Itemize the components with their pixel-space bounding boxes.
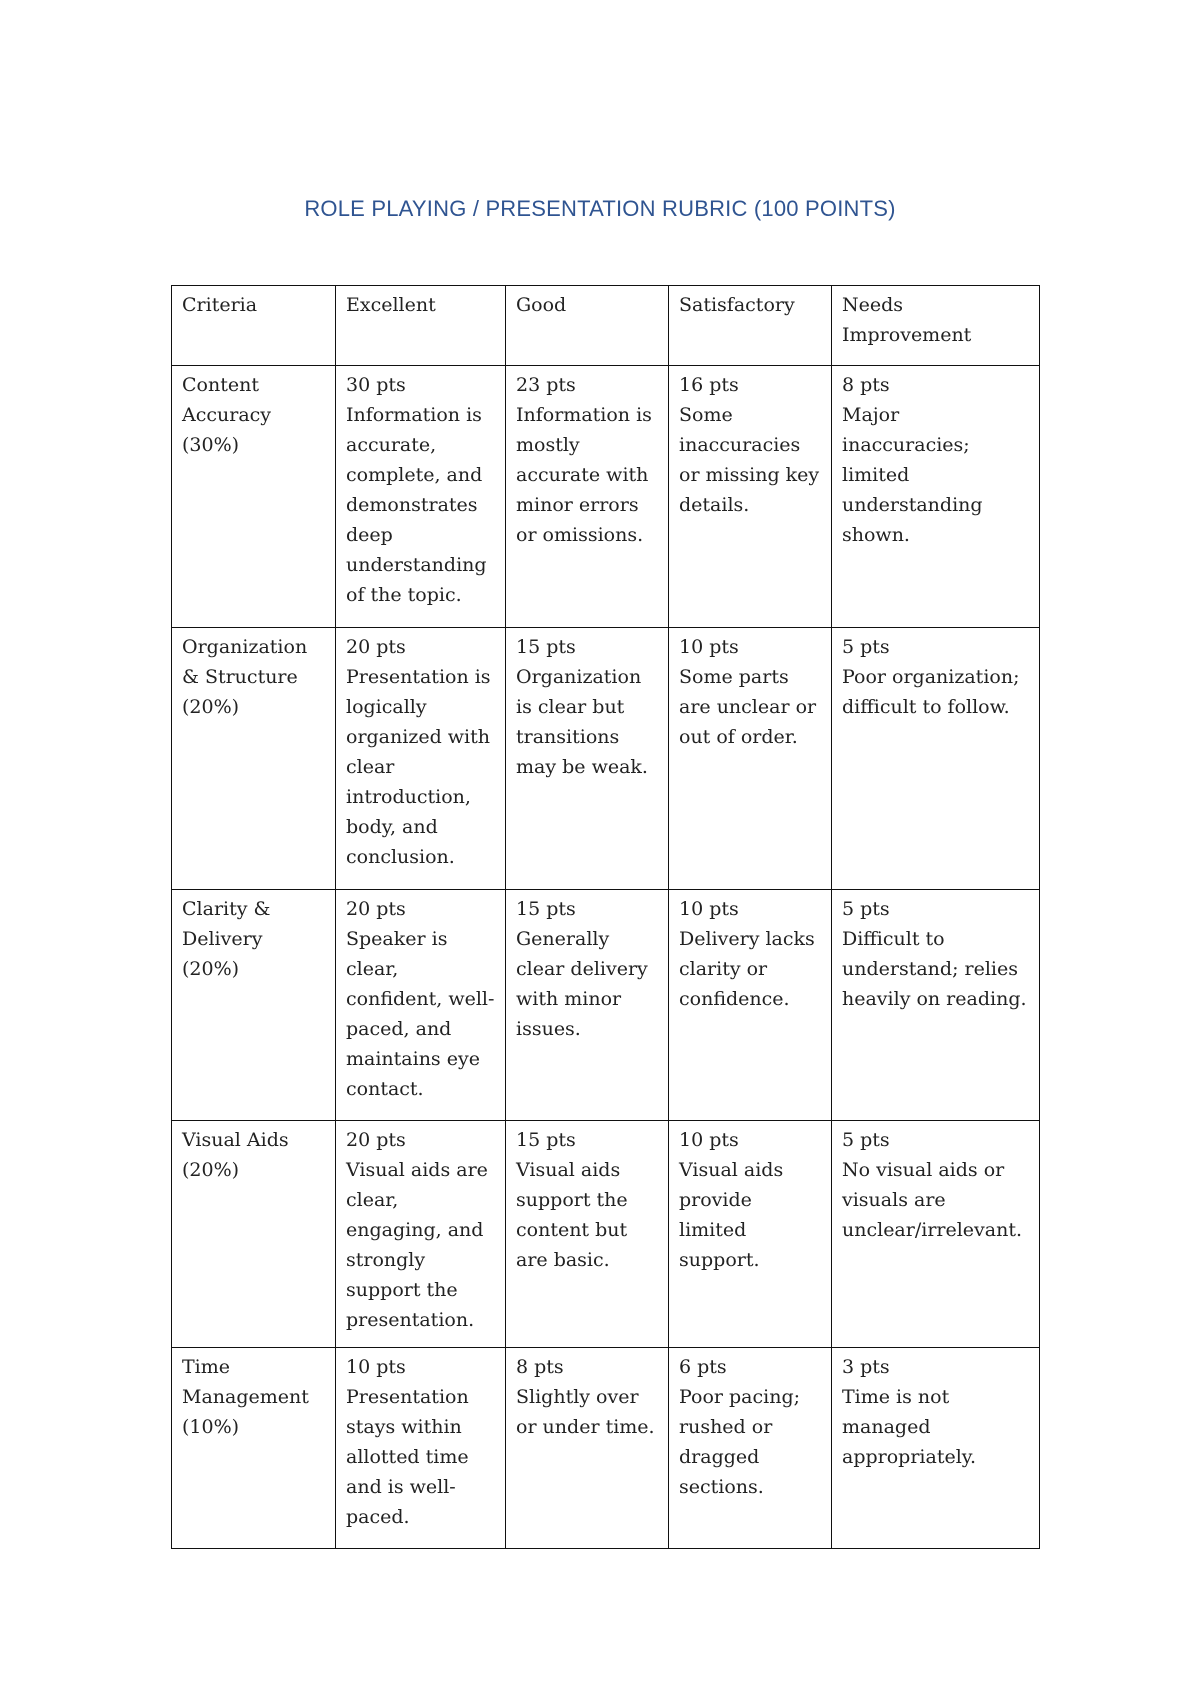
score-cell [506, 628, 669, 890]
header-satisfactory: Satisfactory [669, 286, 832, 366]
criteria-cell: Time Management (10%) [172, 1348, 336, 1549]
description: Time is not managed appropriately. [842, 1386, 977, 1468]
description: Major inaccuracies; limited understanding shown. [842, 404, 983, 546]
points-label: 10 pts [679, 1129, 739, 1151]
header-needs-improvement: Needs Improvement [832, 286, 1040, 366]
score-cell [506, 890, 669, 1121]
score-cell [832, 628, 1040, 890]
table-row [172, 890, 1040, 1121]
page-title: ROLE PLAYING / PRESENTATION RUBRIC (100 POINTS) [304, 196, 896, 221]
score-cell [832, 366, 1040, 628]
description: Information is accurate, complete, and demonstrates deep understanding of the topic. [346, 404, 487, 606]
description: Speaker is clear, confident, well-paced, and maintains eye contact. [346, 928, 495, 1100]
header-criteria: Criteria [172, 286, 336, 366]
description: Some parts are unclear or out of order. [679, 666, 817, 748]
description: Delivery lacks clarity or confidence. [679, 928, 815, 1010]
score-cell [669, 1348, 832, 1549]
description: Poor organization; difficult to follow. [842, 666, 1020, 718]
table-row [172, 628, 1040, 890]
points-label: 15 pts [516, 636, 576, 658]
points-label: 5 pts [842, 636, 890, 658]
points-label: 8 pts [842, 374, 890, 396]
points-label: 30 pts [346, 374, 406, 396]
description: Visual aids support the content but are basic. [516, 1159, 628, 1271]
points-label: 3 pts [842, 1356, 890, 1378]
score-cell [506, 1348, 669, 1549]
score-cell [336, 1348, 506, 1549]
points-label: 15 pts [516, 898, 576, 920]
description: Visual aids provide limited support. [679, 1159, 784, 1271]
score-cell [669, 628, 832, 890]
score-cell [832, 1348, 1040, 1549]
criteria-cell: Visual Aids (20%) [172, 1121, 336, 1348]
score-cell [832, 890, 1040, 1121]
score-cell [336, 1121, 506, 1348]
score-cell [336, 628, 506, 890]
score-cell [669, 1121, 832, 1348]
points-label: 10 pts [679, 636, 739, 658]
description: Presentation is logically organized with clear introduction, body, and conclusion. [346, 666, 491, 868]
description: Some inaccuracies or missing key details. [679, 404, 820, 516]
description: Poor pacing; rushed or dragged sections. [679, 1386, 801, 1498]
header-row [172, 286, 1040, 366]
points-label: 15 pts [516, 1129, 576, 1151]
header-good: Good [506, 286, 669, 366]
points-label: 20 pts [346, 1129, 406, 1151]
table-row [172, 366, 1040, 628]
table-row [172, 1121, 1040, 1348]
description: Information is mostly accurate with minor errors or omissions. [516, 404, 652, 546]
points-label: 5 pts [842, 1129, 890, 1151]
description: Organization is clear but transitions may be weak. [516, 666, 648, 778]
rubric-table [171, 285, 1040, 1549]
score-cell [669, 890, 832, 1121]
points-label: 20 pts [346, 898, 406, 920]
points-label: 23 pts [516, 374, 576, 396]
description: Slightly over or under time. [516, 1386, 655, 1438]
criteria-cell: Clarity & Delivery (20%) [172, 890, 336, 1121]
criteria-cell: Content Accuracy (30%) [172, 366, 336, 628]
description: Presentation stays within allotted time and is well-paced. [346, 1386, 469, 1528]
description: No visual aids or visuals are unclear/irrelevant. [842, 1159, 1023, 1241]
table-row [172, 1348, 1040, 1549]
points-label: 20 pts [346, 636, 406, 658]
score-cell [832, 1121, 1040, 1348]
description: Generally clear delivery with minor issues. [516, 928, 648, 1040]
criteria-cell: Organization & Structure (20%) [172, 628, 336, 890]
points-label: 5 pts [842, 898, 890, 920]
header-excellent: Excellent [336, 286, 506, 366]
description: Difficult to understand; relies heavily on reading. [842, 928, 1027, 1010]
points-label: 8 pts [516, 1356, 564, 1378]
points-label: 10 pts [346, 1356, 406, 1378]
score-cell [506, 366, 669, 628]
score-cell [336, 366, 506, 628]
points-label: 16 pts [679, 374, 739, 396]
score-cell [506, 1121, 669, 1348]
points-label: 10 pts [679, 898, 739, 920]
score-cell [336, 890, 506, 1121]
description: Visual aids are clear, engaging, and strongly support the presentation. [346, 1159, 488, 1331]
score-cell [669, 366, 832, 628]
points-label: 6 pts [679, 1356, 727, 1378]
